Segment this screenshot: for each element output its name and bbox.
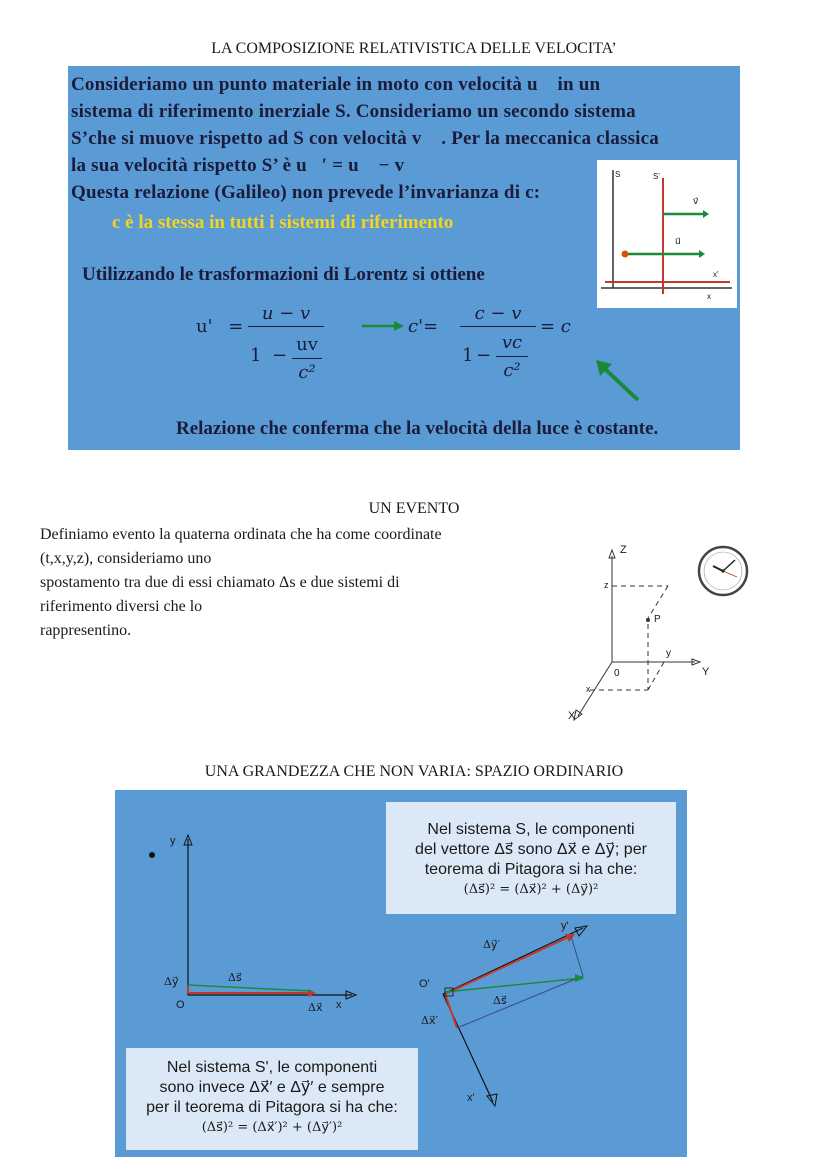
formula-u-den-bar xyxy=(292,358,322,359)
note-s2-line3: per il teorema di Pitagora si ha che: xyxy=(146,1099,398,1116)
axis-label-y: y xyxy=(666,648,671,659)
fig-label-s2: S' xyxy=(653,172,660,181)
text-line-4: la sua velocità rispetto S’ è u⃗′ = u⃗ − v⃗ xyxy=(71,155,420,176)
formula-c-bar xyxy=(460,326,536,327)
origin-label: 0 xyxy=(614,668,620,679)
formula-u-eq: = xyxy=(228,316,244,337)
diagram-system-s xyxy=(140,825,370,1025)
text-line-5: Questa relazione (Galileo) non prevede l’invarianza di c: xyxy=(71,182,541,203)
diag-s2-y: y' xyxy=(561,920,569,932)
galileo-figure xyxy=(597,160,737,308)
event-axes-diagram xyxy=(560,538,720,728)
note-s2-line2: sono invece Δx⃗′ e Δy⃗′ e sempre xyxy=(159,1079,385,1096)
note-system-s-prime xyxy=(126,1048,418,1150)
axis-label-Z: Z xyxy=(620,544,627,556)
formula-u-lhs xyxy=(196,316,243,337)
invariance-highlight: c è la stessa in tutti i sistemi di riferimento xyxy=(112,212,454,233)
event-text xyxy=(40,523,442,643)
note-s-line2: del vettore Δs⃗ sono Δx⃗ e Δy⃗; per xyxy=(415,841,647,858)
formula-c-prime: c' xyxy=(408,316,424,337)
formula-c-den-num: vc xyxy=(501,332,523,353)
text-line-2: sistema di riferimento inerziale S. Consideriamo un secondo sistema xyxy=(71,101,636,122)
pointing-arrow xyxy=(594,358,644,411)
diag-s2-ds: Δs⃗ xyxy=(493,994,507,1007)
section2-title: UN EVENTO xyxy=(368,500,460,517)
note-s-line3: teorema di Pitagora si ha che: xyxy=(424,861,638,878)
axis-label-x: x xyxy=(586,684,591,694)
diag-s2-origin: O' xyxy=(419,978,430,990)
diag-s2-x: x' xyxy=(467,1092,475,1104)
formula-c-eq: = xyxy=(423,316,439,337)
formula-u-den-minus: − xyxy=(272,345,288,366)
axis-label-z: z xyxy=(604,580,609,590)
formula-u-numerator: u − v xyxy=(261,303,311,324)
note-s2-formula: (Δs⃗)² = (Δx⃗′)² + (Δy⃗′)² xyxy=(201,1120,343,1135)
note-s-formula: (Δs⃗)² = (Δx⃗)² + (Δy⃗)² xyxy=(463,882,599,897)
clock-icon xyxy=(697,545,749,602)
note-system-s xyxy=(386,802,676,914)
formula-c-den-bar xyxy=(496,356,528,357)
note-s-line1: Nel sistema S, le componenti xyxy=(427,821,635,838)
section3-title: UNA GRANDEZZA CHE NON VARIA: SPAZIO ORDINARIO xyxy=(204,763,624,780)
diag-s-y: y xyxy=(170,835,176,847)
event-line-3: spostamento tra due di essi chiamato Δs e due sistemi di xyxy=(40,574,400,591)
formula-u-prime: u' xyxy=(196,316,213,337)
fig-label-u: u⃗ xyxy=(675,236,681,246)
point-label-P: P xyxy=(654,614,661,625)
formula-u-den-den: c² xyxy=(298,362,316,383)
diag-s2-dy: Δy⃗′ xyxy=(483,938,500,951)
diag-s-origin: O xyxy=(176,999,185,1011)
axis-label-Y: Y xyxy=(702,666,710,678)
event-line-1: Definiamo evento la quaterna ordinata che ha come coordinate xyxy=(40,526,442,543)
formula-u-bar xyxy=(248,326,324,327)
diag-s-ds: Δs⃗ xyxy=(228,971,242,984)
conclusion-text: Relazione che conferma che la velocità della luce è costante. xyxy=(176,418,659,439)
text-line-1: Consideriamo un punto materiale in moto con velocità u⃗ in un xyxy=(71,74,601,95)
diag-s-dy: Δy⃗ xyxy=(164,975,179,988)
formula-u-den-one: 1 xyxy=(250,345,262,366)
event-line-4: riferimento diversi che lo xyxy=(40,598,203,615)
diag-s-dx: Δx⃗ xyxy=(308,1001,323,1014)
formula-c-numerator: c − v xyxy=(474,303,522,324)
fig-label-x2: x' xyxy=(713,270,719,279)
fig-label-s: S xyxy=(615,170,621,179)
diag-s-x: x xyxy=(336,999,342,1011)
event-line-5: rappresentino. xyxy=(40,622,132,639)
implies-arrow xyxy=(362,318,406,339)
formula-c-den-one: 1 xyxy=(462,345,474,366)
diag-s2-dx: Δx⃗′ xyxy=(421,1014,438,1027)
text-line-3: S’che si muove rispetto ad S con velocità v⃗ . Per la meccanica classica xyxy=(71,128,659,149)
lorentz-text: Utilizzando le trasformazioni di Lorentz si ottiene xyxy=(82,264,485,285)
diagram-system-s-prime xyxy=(415,916,605,1111)
event-line-2: (t,x,y,z), consideriamo uno xyxy=(40,550,212,567)
formula-c-result: = c xyxy=(540,316,571,337)
formula-u-den-num: uv xyxy=(296,334,318,355)
section1-title: LA COMPOSIZIONE RELATIVISTICA DELLE VELOCITA’ xyxy=(211,40,617,57)
formula-c-lhs xyxy=(408,316,438,337)
axis-label-X: X xyxy=(568,710,576,722)
note-s2-line1: Nel sistema S', le componenti xyxy=(166,1059,378,1076)
fig-label-v: v⃗ xyxy=(693,196,699,206)
formula-c-den-den: c² xyxy=(503,360,521,381)
fig-label-x: x xyxy=(707,292,711,301)
formula-c-den-minus: − xyxy=(476,345,492,366)
